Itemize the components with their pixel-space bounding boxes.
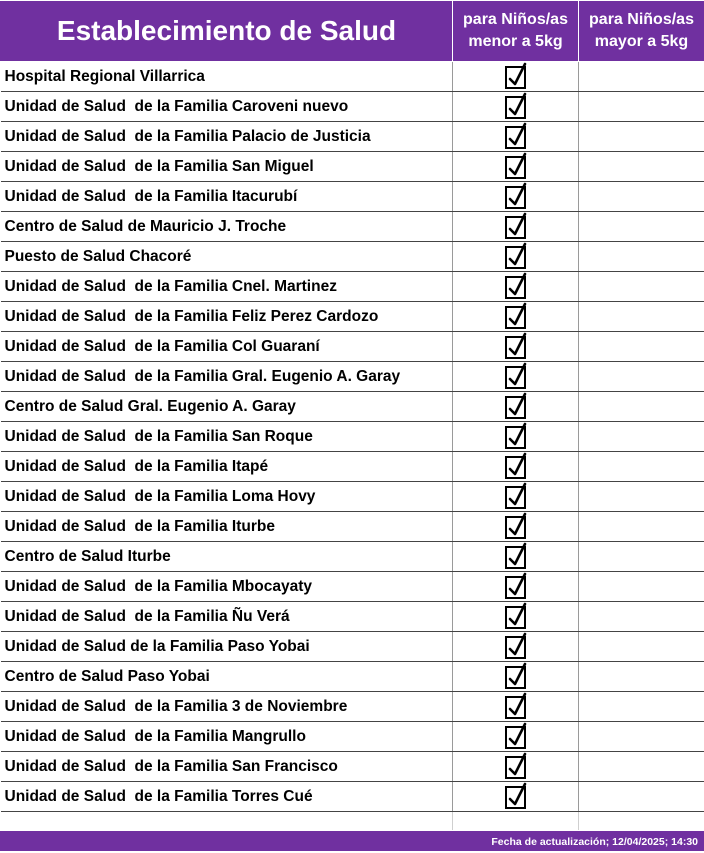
table-row [1, 392, 704, 422]
table-row [1, 482, 704, 512]
checked-box-icon [505, 336, 526, 359]
under-5kg-cell [453, 632, 579, 662]
checked-box-icon [505, 546, 526, 569]
under-5kg-cell [453, 752, 579, 782]
header-over-5kg-line2: mayor a 5kg [595, 33, 688, 50]
header-under-5kg-line1: para Niños/as [463, 11, 568, 28]
header-over-5kg [579, 1, 704, 62]
over-5kg-cell [579, 602, 704, 632]
header-under-5kg [453, 1, 579, 62]
over-5kg-cell [579, 632, 704, 662]
establishment-name: Unidad de Salud de la Familia Feliz Perez Cardozo [1, 302, 453, 332]
over-5kg-cell [579, 122, 704, 152]
establishment-name: Unidad de Salud de la Familia Col Guaraní [1, 332, 453, 362]
establishment-name: Unidad de Salud de la Familia Loma Hovy [1, 482, 453, 512]
checked-box-icon [505, 636, 526, 659]
under-5kg-cell [453, 272, 579, 302]
checked-box-icon [505, 756, 526, 779]
establishment-name: Centro de Salud Gral. Eugenio A. Garay [1, 392, 453, 422]
over-5kg-cell [579, 362, 704, 392]
table-row [1, 182, 704, 212]
checked-box-icon [505, 246, 526, 269]
establishment-name: Unidad de Salud de la Familia 3 de Noviembre [1, 692, 453, 722]
table-row [1, 122, 704, 152]
update-timestamp: Fecha de actualización; 12/04/2025; 14:30 [491, 836, 698, 848]
table-row [1, 602, 704, 632]
under-5kg-cell [453, 212, 579, 242]
table-row [1, 782, 704, 812]
header-row [1, 1, 704, 62]
over-5kg-cell [579, 242, 704, 272]
under-5kg-cell [453, 452, 579, 482]
under-5kg-cell [453, 92, 579, 122]
checked-box-icon [505, 96, 526, 119]
checked-box-icon [505, 726, 526, 749]
establishment-name: Unidad de Salud de la Familia Ñu Verá [1, 602, 453, 632]
establishment-name: Unidad de Salud de la Familia Paso Yobai [1, 632, 453, 662]
checked-box-icon [505, 366, 526, 389]
under-5kg-cell [453, 332, 579, 362]
establishment-name: Hospital Regional Villarrica [1, 62, 453, 92]
checked-box-icon [505, 666, 526, 689]
under-5kg-cell [453, 62, 579, 92]
table-body [1, 62, 704, 831]
table-row [1, 512, 704, 542]
under-5kg-cell [453, 422, 579, 452]
under-5kg-cell [453, 362, 579, 392]
over-5kg-cell [579, 572, 704, 602]
under-5kg-cell [453, 662, 579, 692]
checked-box-icon [505, 186, 526, 209]
table-row [1, 692, 704, 722]
under-5kg-cell [453, 722, 579, 752]
checked-box-icon [505, 576, 526, 599]
table-row [1, 152, 704, 182]
under-5kg-cell [453, 692, 579, 722]
establishment-name: Unidad de Salud de la Familia Iturbe [1, 512, 453, 542]
over-5kg-cell [579, 692, 704, 722]
over-5kg-cell [579, 452, 704, 482]
checked-box-icon [505, 786, 526, 809]
over-5kg-cell [579, 512, 704, 542]
over-5kg-cell [579, 752, 704, 782]
establishment-name: Unidad de Salud de la Familia Gral. Eugenio A. Garay [1, 362, 453, 392]
under-5kg-cell [453, 182, 579, 212]
over-5kg-cell [579, 422, 704, 452]
establishment-name: Unidad de Salud de la Familia Itacurubí [1, 182, 453, 212]
under-5kg-cell [453, 482, 579, 512]
table-row [1, 632, 704, 662]
establishment-name: Centro de Salud Iturbe [1, 542, 453, 572]
checked-box-icon [505, 606, 526, 629]
over-5kg-cell [579, 92, 704, 122]
over-5kg-cell [579, 722, 704, 752]
checked-box-icon [505, 696, 526, 719]
over-5kg-cell [579, 332, 704, 362]
table-row [1, 722, 704, 752]
over-5kg-cell [579, 662, 704, 692]
checked-box-icon [505, 486, 526, 509]
establishment-name: Centro de Salud Paso Yobai [1, 662, 453, 692]
table-row [1, 452, 704, 482]
table-row [1, 662, 704, 692]
under-5kg-cell [453, 152, 579, 182]
under-5kg-cell [453, 572, 579, 602]
over-5kg-cell [579, 272, 704, 302]
table-row [1, 92, 704, 122]
table-row [1, 302, 704, 332]
establishment-name: Puesto de Salud Chacoré [1, 242, 453, 272]
checked-box-icon [505, 396, 526, 419]
under-5kg-cell [453, 542, 579, 572]
over-5kg-cell [579, 212, 704, 242]
establishment-name: Unidad de Salud de la Familia Caroveni nuevo [1, 92, 453, 122]
table-row [1, 242, 704, 272]
establishment-name: Unidad de Salud de la Familia Mbocayaty [1, 572, 453, 602]
over-5kg-cell [579, 392, 704, 422]
under-5kg-cell [453, 602, 579, 632]
table-row [1, 332, 704, 362]
header-over-5kg-line1: para Niños/as [589, 11, 694, 28]
establishment-name: Unidad de Salud de la Familia San Miguel [1, 152, 453, 182]
checked-box-icon [505, 276, 526, 299]
checked-box-icon [505, 516, 526, 539]
checked-box-icon [505, 216, 526, 239]
table-row [1, 572, 704, 602]
checked-box-icon [505, 156, 526, 179]
over-5kg-cell [579, 482, 704, 512]
establishment-name: Centro de Salud de Mauricio J. Troche [1, 212, 453, 242]
table-row [1, 62, 704, 92]
header-under-5kg-line2: menor a 5kg [468, 33, 562, 50]
table-row [1, 422, 704, 452]
under-5kg-cell [453, 782, 579, 812]
establishment-name: Unidad de Salud de la Familia San Francisco [1, 752, 453, 782]
establishment-name: Unidad de Salud de la Familia Cnel. Martinez [1, 272, 453, 302]
establishment-name: Unidad de Salud de la Familia Palacio de Justicia [1, 122, 453, 152]
over-5kg-cell [579, 542, 704, 572]
table-row [1, 362, 704, 392]
over-5kg-cell [579, 302, 704, 332]
under-5kg-cell [453, 512, 579, 542]
under-5kg-cell [453, 122, 579, 152]
establishment-name: Unidad de Salud de la Familia Mangrullo [1, 722, 453, 752]
over-5kg-cell [579, 152, 704, 182]
spacer-row [1, 812, 704, 831]
under-5kg-cell [453, 302, 579, 332]
checked-box-icon [505, 426, 526, 449]
establishment-name: Unidad de Salud de la Familia Itapé [1, 452, 453, 482]
establishment-name: Unidad de Salud de la Familia San Roque [1, 422, 453, 452]
under-5kg-cell [453, 392, 579, 422]
over-5kg-cell [579, 62, 704, 92]
checked-box-icon [505, 456, 526, 479]
checked-box-icon [505, 66, 526, 89]
table-row [1, 212, 704, 242]
establishment-name: Unidad de Salud de la Familia Torres Cué [1, 782, 453, 812]
over-5kg-cell [579, 182, 704, 212]
footer-bar [0, 831, 704, 851]
under-5kg-cell [453, 242, 579, 272]
over-5kg-cell [579, 782, 704, 812]
checked-box-icon [505, 126, 526, 149]
table-row [1, 752, 704, 782]
header-establishment: Establecimiento de Salud [1, 1, 453, 62]
table-row [1, 272, 704, 302]
table-row [1, 542, 704, 572]
checked-box-icon [505, 306, 526, 329]
